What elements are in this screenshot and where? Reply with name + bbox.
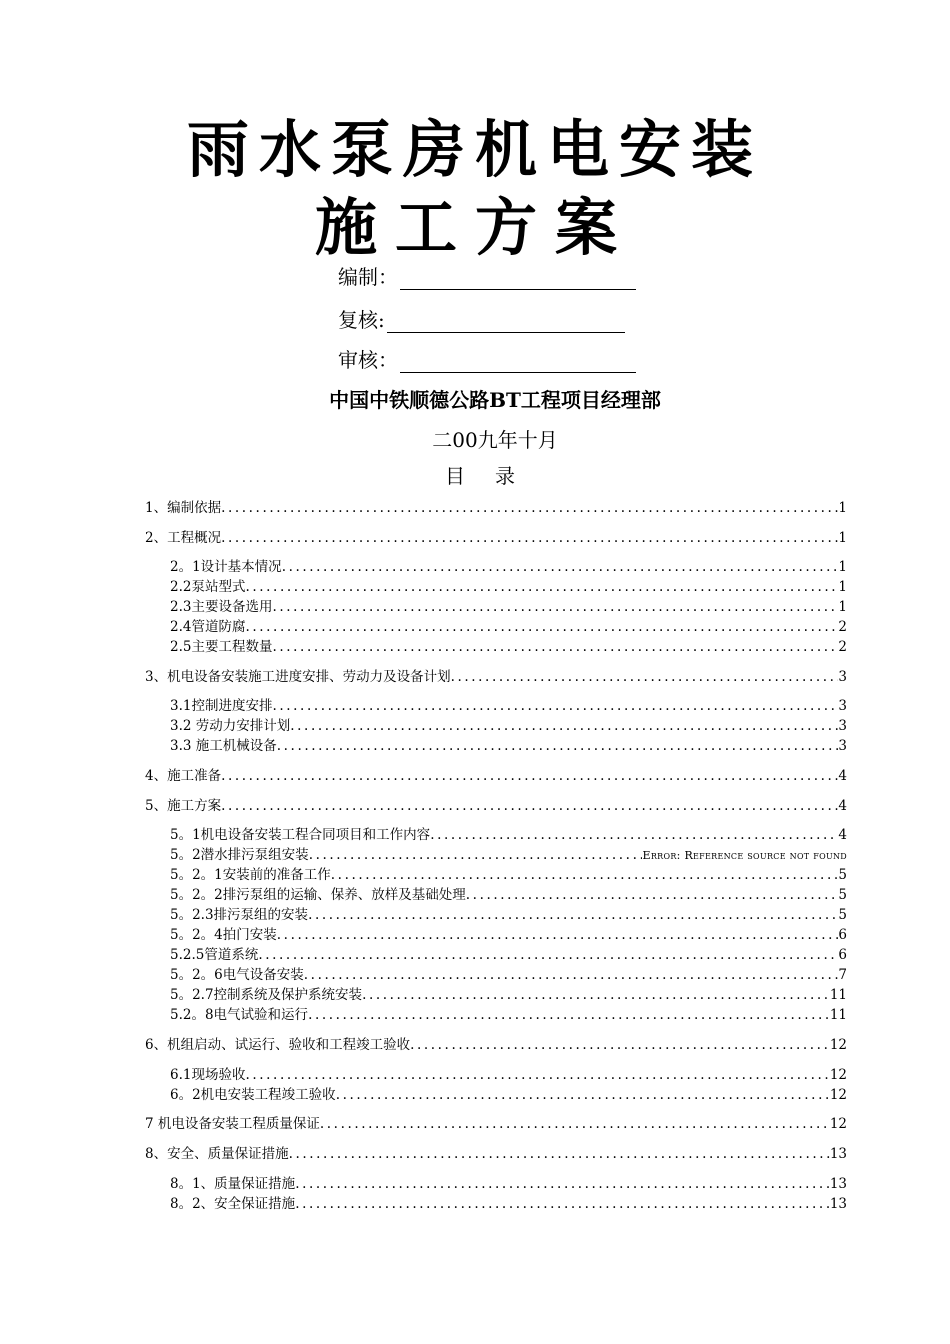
toc-entry-page: 11 — [829, 1007, 847, 1023]
toc-entry-page: 4 — [838, 827, 847, 843]
toc-entry-title: 2.2泵站型式 — [170, 579, 246, 595]
toc-leader — [277, 736, 839, 756]
toc-entry-page: 13 — [829, 1146, 847, 1162]
toc-entry-title: 2.3主要设备选用 — [170, 599, 273, 615]
toc-leader — [309, 845, 643, 865]
toc-entry-page: 12 — [829, 1037, 847, 1053]
toc-entry-title: 3.3 施工机械设备 — [170, 738, 277, 754]
toc-entry[interactable] — [170, 945, 847, 965]
toc-entry-page: 7 — [838, 967, 847, 983]
toc-entry[interactable] — [170, 905, 847, 925]
toc-entry-title: 6、机组启动、试运行、验收和工程竣工验收 — [145, 1037, 411, 1053]
toc-entry-page: 3 — [838, 718, 847, 734]
toc-entry-page: 2 — [838, 639, 847, 655]
toc-leader — [282, 557, 839, 577]
toc-leader — [308, 1005, 830, 1025]
toc-entry-page: 3 — [838, 738, 847, 754]
toc-entry-title: 5。2。2排污泵组的运输、保养、放样及基础处理 — [170, 887, 466, 903]
toc-entry-title: 8。2、安全保证措施 — [170, 1196, 296, 1212]
document-date: 二00九年十月 — [432, 428, 558, 452]
toc-entry-page: 13 — [829, 1176, 847, 1192]
toc-entry[interactable] — [170, 637, 847, 657]
toc-entry[interactable] — [170, 1174, 847, 1194]
toc-entry-title: 2。1设计基本情况 — [170, 559, 282, 575]
toc-entry-title: 3.2 劳动力安排计划 — [170, 718, 291, 734]
toc-leader — [290, 716, 838, 736]
toc-entry[interactable] — [170, 716, 847, 736]
toc-entry-title: 5。2.7控制系统及保护系统安装 — [170, 987, 363, 1003]
toc-entry[interactable] — [170, 1005, 847, 1025]
toc-entry[interactable] — [170, 577, 847, 597]
signature-audit — [338, 339, 636, 373]
signature-audit-label: 审核： — [338, 348, 398, 372]
toc-entry-page: 12 — [829, 1116, 847, 1132]
toc-entry-page: 1 — [838, 500, 847, 516]
toc-leader — [410, 1035, 830, 1055]
toc-leader — [451, 667, 839, 687]
toc-leader — [258, 945, 838, 965]
toc-entry-title: 5。2。6电气设备安装 — [170, 967, 304, 983]
toc-entry-page: 3 — [838, 698, 847, 714]
toc-entry[interactable] — [170, 1194, 847, 1214]
toc-entry-page: 1 — [838, 599, 847, 615]
toc-entry[interactable] — [145, 667, 847, 687]
toc-entry-title: 5。2潜水排污泵组安装 — [170, 847, 309, 863]
toc-entry[interactable] — [145, 498, 847, 518]
toc-heading: 目录 — [445, 464, 545, 488]
toc-entry[interactable] — [170, 965, 847, 985]
toc-entry-title: 2.4管道防腐 — [170, 619, 246, 635]
toc-entry[interactable] — [170, 696, 847, 716]
toc-entry[interactable] — [170, 597, 847, 617]
toc-entry-page: 5 — [838, 907, 847, 923]
toc-entry-title: 6.1现场验收 — [170, 1067, 246, 1083]
toc-entry-title: 8、安全、质量保证措施 — [145, 1146, 289, 1162]
toc-leader — [221, 528, 838, 548]
toc-entry-page: 12 — [829, 1087, 847, 1103]
toc-entry-title: 5。1机电设备安装工程合同项目和工作内容 — [170, 827, 431, 843]
signature-editor — [338, 256, 636, 290]
document-title-line2: 施工方案 — [314, 191, 635, 264]
toc-leader — [221, 498, 838, 518]
toc-leader — [430, 825, 838, 845]
toc-entry-title: 3、机电设备安装施工进度安排、劳动力及设备计划 — [145, 669, 451, 685]
toc-entry[interactable] — [145, 528, 847, 548]
toc-entry-title: 5。2.3排污泵组的安装 — [170, 907, 309, 923]
toc-entry[interactable] — [170, 885, 847, 905]
toc-leader — [362, 985, 830, 1005]
toc-leader — [272, 597, 838, 617]
toc-entry-title: 5。2。1安装前的准备工作 — [170, 867, 331, 883]
signature-audit-line — [400, 348, 636, 373]
toc-entry-page: 13 — [829, 1196, 847, 1212]
toc-entry[interactable] — [145, 1035, 847, 1055]
signature-review-label: 复核: — [338, 308, 385, 332]
toc-entry-title: 1、编制依据 — [145, 500, 222, 516]
toc-entry[interactable] — [170, 985, 847, 1005]
toc-leader — [245, 577, 838, 597]
toc-leader — [295, 1174, 830, 1194]
toc-leader — [320, 1114, 830, 1134]
toc-leader — [295, 1194, 830, 1214]
document-title-line1: 雨水泵房机电安装 — [186, 113, 763, 186]
toc-entry-page: 6 — [838, 927, 847, 943]
toc-leader — [277, 925, 839, 945]
toc-leader — [245, 617, 838, 637]
toc-entry-title: 5.2。8电气试验和运行 — [170, 1007, 309, 1023]
toc-entry-title: 5.2.5管道系统 — [170, 947, 259, 963]
toc-entry-title: 2、工程概况 — [145, 530, 222, 546]
signature-editor-label: 编制： — [338, 265, 398, 289]
toc-entry-page: 3 — [838, 669, 847, 685]
toc-entry-page: 6 — [838, 947, 847, 963]
signature-review — [338, 299, 625, 333]
organization-name: 中国中铁顺德公路BT工程项目经理部 — [329, 388, 661, 412]
toc-entry-page: 1 — [838, 579, 847, 595]
toc-entry[interactable] — [170, 845, 847, 865]
toc-leader — [331, 865, 839, 885]
toc-entry[interactable] — [170, 865, 847, 885]
toc-entry-page: 11 — [829, 987, 847, 1003]
toc-entry-title: 5。2。4拍门安装 — [170, 927, 277, 943]
toc-leader — [221, 796, 838, 816]
toc-leader — [245, 1065, 829, 1085]
toc-entry[interactable] — [170, 617, 847, 637]
toc-entry[interactable] — [170, 557, 847, 577]
toc-entry[interactable] — [170, 736, 847, 756]
toc-entry[interactable] — [170, 825, 847, 845]
signature-review-line — [387, 308, 625, 333]
toc-entry-title: 3.1控制进度安排 — [170, 698, 273, 714]
toc-leader — [289, 1144, 830, 1164]
toc-entry-page: 1 — [838, 559, 847, 575]
toc-entry-title: 4、施工准备 — [145, 768, 222, 784]
toc-entry-title: 8。1、质量保证措施 — [170, 1176, 296, 1192]
toc-entry[interactable] — [145, 1114, 847, 1134]
toc-entry-page: 5 — [838, 887, 847, 903]
toc-leader — [272, 696, 838, 716]
toc-entry[interactable] — [170, 925, 847, 945]
toc-leader — [221, 766, 838, 786]
toc-entry-page: 4 — [838, 798, 847, 814]
toc-entry-page: 5 — [838, 867, 847, 883]
toc-leader — [304, 965, 839, 985]
toc-entry[interactable] — [170, 1085, 847, 1105]
toc-entry-title: 7 机电设备安装工程质量保证 — [145, 1116, 320, 1132]
toc-entry[interactable] — [145, 766, 847, 786]
toc-leader — [466, 885, 839, 905]
toc-entry-title: 2.5主要工程数量 — [170, 639, 273, 655]
toc-entry-page: 2 — [838, 619, 847, 635]
toc-leader — [336, 1085, 830, 1105]
toc-leader — [272, 637, 838, 657]
toc-entry-page: 4 — [838, 768, 847, 784]
signature-editor-line — [400, 265, 636, 290]
toc-entry-page-error: Error: Reference source not found — [642, 849, 847, 862]
toc-entry-title: 5、施工方案 — [145, 798, 222, 814]
toc-entry-title: 6。2机电安装工程竣工验收 — [170, 1087, 336, 1103]
toc-entry-page: 1 — [838, 530, 847, 546]
toc-entry[interactable] — [170, 1065, 847, 1085]
toc-entry[interactable] — [145, 1144, 847, 1164]
toc-leader — [308, 905, 838, 925]
toc-entry[interactable] — [145, 796, 847, 816]
toc-entry-page: 12 — [829, 1067, 847, 1083]
